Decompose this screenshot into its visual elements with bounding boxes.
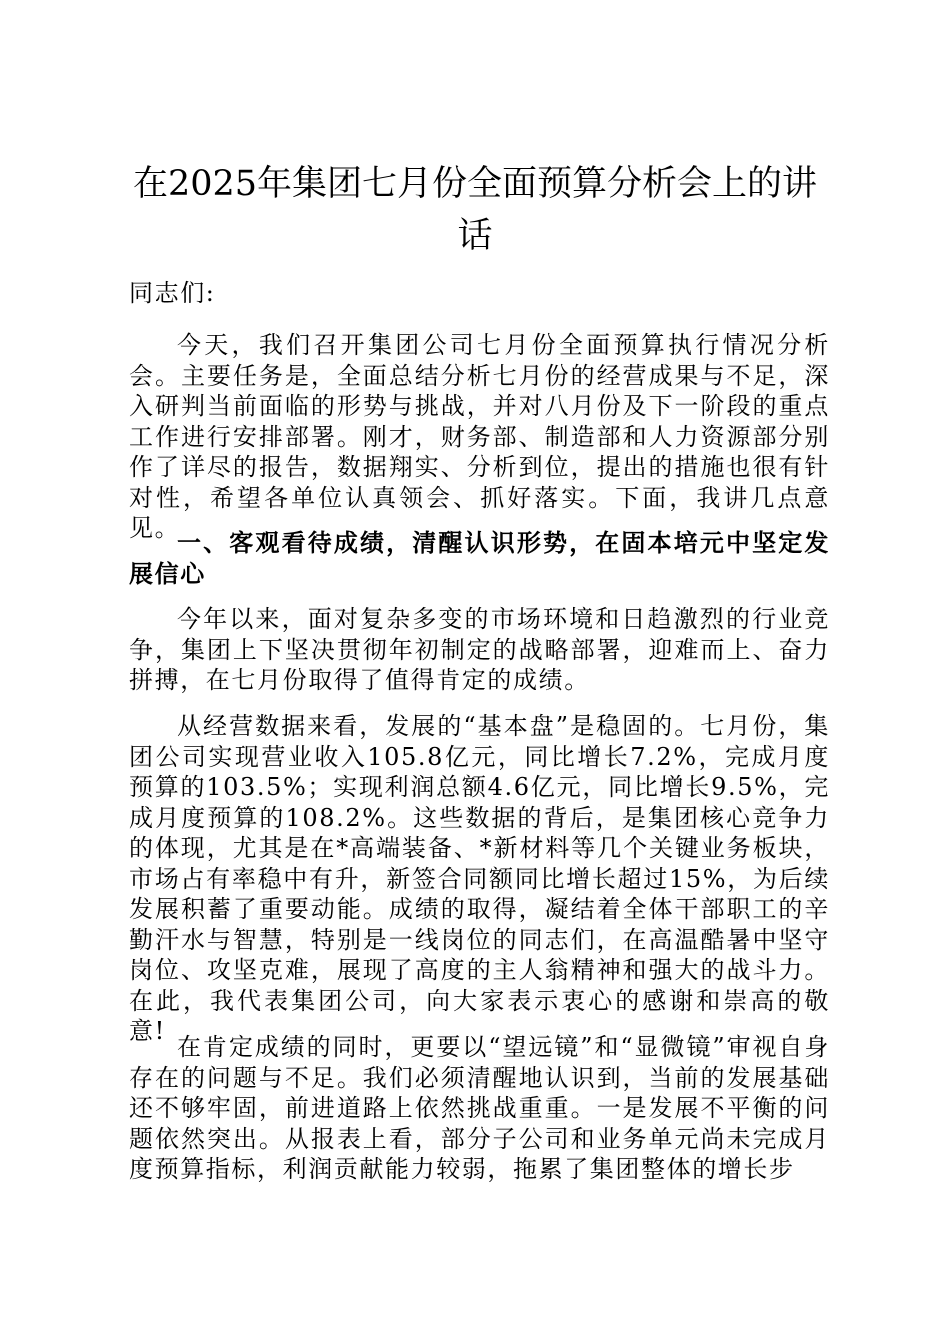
title-line-2: 话 [457,216,493,256]
document-title [120,158,830,262]
paragraph-2: 今年以来，面对复杂多变的市场环境和日趋激烈的行业竞争，集团上下坚决贯彻年初制定的战略部署，迎难而上、奋力拼搏，在七月份取得了值得肯定的成绩。 [129,605,830,694]
paragraph-3: 从经营数据来看，发展的“基本盘”是稳固的。七月份，集团公司实现营业收入105.8亿元，同比增长7.2%，完成月度预算的103.5%；实现利润总额4.6亿元，同比增长9.5%，完成月度预算的108.2%。这些数据的背后，是集团核心竞争力的体现，尤其是在*高端装备、*新材料等几个关键业务板块，市场占有率稳中有升，新签合同额同比增长超过15%，为后续发展积蓄了重要动能。成绩的取得，凝结着全体干部职工的辛勤汗水与智慧，特别是一线岗位的同志们，在高温酷暑中坚守岗位、攻坚克难，展现了高度的主人翁精神和强大的战斗力。在此，我代表集团公司，向大家表示衷心的感谢和崇高的敬意! [129,712,830,1045]
paragraph-4: 在肯定成绩的同时，更要以“望远镜”和“显微镜”审视自身存在的问题与不足。我们必须清醒地认识到，当前的发展基础还不够牢固，前进道路上依然挑战重重。一是发展不平衡的问题依然突出。从报表上看，部分子公司和业务单元尚未完成月度预算指标，利润贡献能力较弱，拖累了集团整体的增长步 [129,1033,830,1183]
title-line-1: 在2025年集团七月份全面预算分析会上的讲 [132,164,818,204]
salutation: 同志们: [129,279,216,307]
section-heading-1: 一、客观看待成绩，清醒认识形势，在固本培元中坚定发展信心 [129,528,830,588]
paragraph-intro: 今天，我们召开集团公司七月份全面预算执行情况分析会。主要任务是，全面总结分析七月份的经营成果与不足，深入研判当前面临的形势与挑战，并对八月份及下一阶段的重点工作进行安排部署。刚才，财务部、制造部和人力资源部分别作了详尽的报告，数据翔实、分析到位，提出的措施也很有针对性，希望各单位认真领会、抓好落实。下面，我讲几点意见。 [129,331,830,542]
